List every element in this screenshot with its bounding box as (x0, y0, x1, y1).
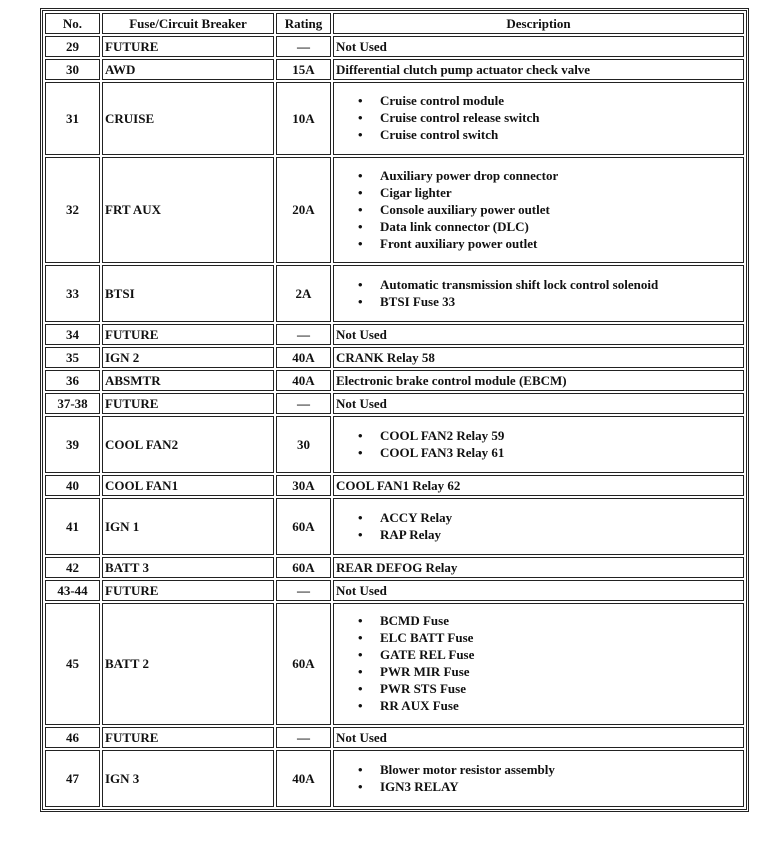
fuse-description: Differential clutch pump actuator check valve (333, 59, 744, 80)
fuse-number: 45 (45, 603, 100, 725)
fuse-number: 39 (45, 416, 100, 473)
fuse-number: 41 (45, 498, 100, 555)
fuse-number: 37-38 (45, 393, 100, 414)
table-row (45, 750, 744, 807)
description-list (336, 276, 741, 310)
fuse-rating: 20A (276, 157, 331, 263)
fuse-description: Not Used (333, 324, 744, 345)
fuse-description: Electronic brake control module (EBCM) (333, 370, 744, 391)
fuse-number: 29 (45, 36, 100, 57)
list-item: • Console auxiliary power outlet (380, 201, 741, 218)
table-row (45, 393, 744, 414)
description-list (336, 92, 741, 143)
list-item: • Auxiliary power drop connector (380, 167, 741, 184)
fuse-name: AWD (102, 59, 274, 80)
fuse-rating: 40A (276, 370, 331, 391)
table-row (45, 370, 744, 391)
table-row (45, 59, 744, 80)
table-row (45, 265, 744, 322)
list-item: • Cigar lighter (380, 184, 741, 201)
fuse-name: FUTURE (102, 324, 274, 345)
fuse-number: 42 (45, 557, 100, 578)
fuse-table-frame (40, 8, 749, 812)
list-item: • COOL FAN2 Relay 59 (380, 427, 741, 444)
list-item: • Data link connector (DLC) (380, 218, 741, 235)
list-item: • RAP Relay (380, 526, 741, 543)
header-row (45, 13, 744, 34)
fuse-rating: 15A (276, 59, 331, 80)
header-description: Description (333, 13, 744, 34)
fuse-name: ABSMTR (102, 370, 274, 391)
fuse-number: 47 (45, 750, 100, 807)
fuse-name: IGN 3 (102, 750, 274, 807)
fuse-rating: — (276, 393, 331, 414)
fuse-description (333, 498, 744, 555)
fuse-rating: 40A (276, 347, 331, 368)
header-fuse: Fuse/Circuit Breaker (102, 13, 274, 34)
fuse-table (43, 11, 746, 809)
fuse-rating: 60A (276, 603, 331, 725)
fuse-description: Not Used (333, 393, 744, 414)
list-item: • BTSI Fuse 33 (380, 293, 741, 310)
fuse-number: 36 (45, 370, 100, 391)
description-list (336, 612, 741, 714)
fuse-name: COOL FAN2 (102, 416, 274, 473)
fuse-name: FUTURE (102, 580, 274, 601)
list-item: • Cruise control module (380, 92, 741, 109)
fuse-rating: 30 (276, 416, 331, 473)
table-row (45, 157, 744, 263)
fuse-name: BTSI (102, 265, 274, 322)
fuse-rating: 40A (276, 750, 331, 807)
list-item: • RR AUX Fuse (380, 697, 741, 714)
fuse-rating: — (276, 324, 331, 345)
fuse-description: REAR DEFOG Relay (333, 557, 744, 578)
fuse-description (333, 603, 744, 725)
fuse-rating: 30A (276, 475, 331, 496)
table-row (45, 416, 744, 473)
list-item: • Automatic transmission shift lock control solenoid (380, 276, 741, 293)
fuse-rating: — (276, 727, 331, 748)
list-item: • PWR STS Fuse (380, 680, 741, 697)
fuse-description: COOL FAN1 Relay 62 (333, 475, 744, 496)
fuse-name: FUTURE (102, 36, 274, 57)
table-row (45, 603, 744, 725)
fuse-rating: — (276, 580, 331, 601)
list-item: • PWR MIR Fuse (380, 663, 741, 680)
fuse-number: 34 (45, 324, 100, 345)
list-item: • ACCY Relay (380, 509, 741, 526)
fuse-description (333, 416, 744, 473)
table-row (45, 347, 744, 368)
fuse-name: BATT 2 (102, 603, 274, 725)
list-item: • GATE REL Fuse (380, 646, 741, 663)
fuse-rating: 60A (276, 557, 331, 578)
fuse-description (333, 82, 744, 155)
fuse-rating: 10A (276, 82, 331, 155)
fuse-description (333, 157, 744, 263)
list-item: • IGN3 RELAY (380, 778, 741, 795)
description-list (336, 761, 741, 795)
table-row (45, 36, 744, 57)
table-row (45, 324, 744, 345)
header-no: No. (45, 13, 100, 34)
list-item: • BCMD Fuse (380, 612, 741, 629)
description-list (336, 427, 741, 461)
description-list (336, 167, 741, 252)
list-item: • Cruise control switch (380, 126, 741, 143)
fuse-rating: — (276, 36, 331, 57)
fuse-rating: 60A (276, 498, 331, 555)
fuse-number: 35 (45, 347, 100, 368)
fuse-name: FUTURE (102, 393, 274, 414)
table-row (45, 727, 744, 748)
fuse-description (333, 750, 744, 807)
fuse-description: Not Used (333, 580, 744, 601)
fuse-number: 33 (45, 265, 100, 322)
fuse-name: FUTURE (102, 727, 274, 748)
table-row (45, 498, 744, 555)
table-row (45, 580, 744, 601)
fuse-description: Not Used (333, 36, 744, 57)
fuse-number: 43-44 (45, 580, 100, 601)
fuse-name: CRUISE (102, 82, 274, 155)
fuse-name: IGN 1 (102, 498, 274, 555)
fuse-description: Not Used (333, 727, 744, 748)
list-item: • Cruise control release switch (380, 109, 741, 126)
list-item: • Blower motor resistor assembly (380, 761, 741, 778)
fuse-rating: 2A (276, 265, 331, 322)
list-item: • ELC BATT Fuse (380, 629, 741, 646)
header-rating: Rating (276, 13, 331, 34)
fuse-name: IGN 2 (102, 347, 274, 368)
fuse-name: COOL FAN1 (102, 475, 274, 496)
list-item: • COOL FAN3 Relay 61 (380, 444, 741, 461)
fuse-name: FRT AUX (102, 157, 274, 263)
fuse-number: 31 (45, 82, 100, 155)
fuse-description: CRANK Relay 58 (333, 347, 744, 368)
table-row (45, 82, 744, 155)
description-list (336, 509, 741, 543)
fuse-number: 46 (45, 727, 100, 748)
table-row (45, 475, 744, 496)
fuse-name: BATT 3 (102, 557, 274, 578)
fuse-description (333, 265, 744, 322)
fuse-number: 32 (45, 157, 100, 263)
table-row (45, 557, 744, 578)
list-item: • Front auxiliary power outlet (380, 235, 741, 252)
fuse-number: 30 (45, 59, 100, 80)
fuse-number: 40 (45, 475, 100, 496)
fuse-table-body (45, 36, 744, 807)
